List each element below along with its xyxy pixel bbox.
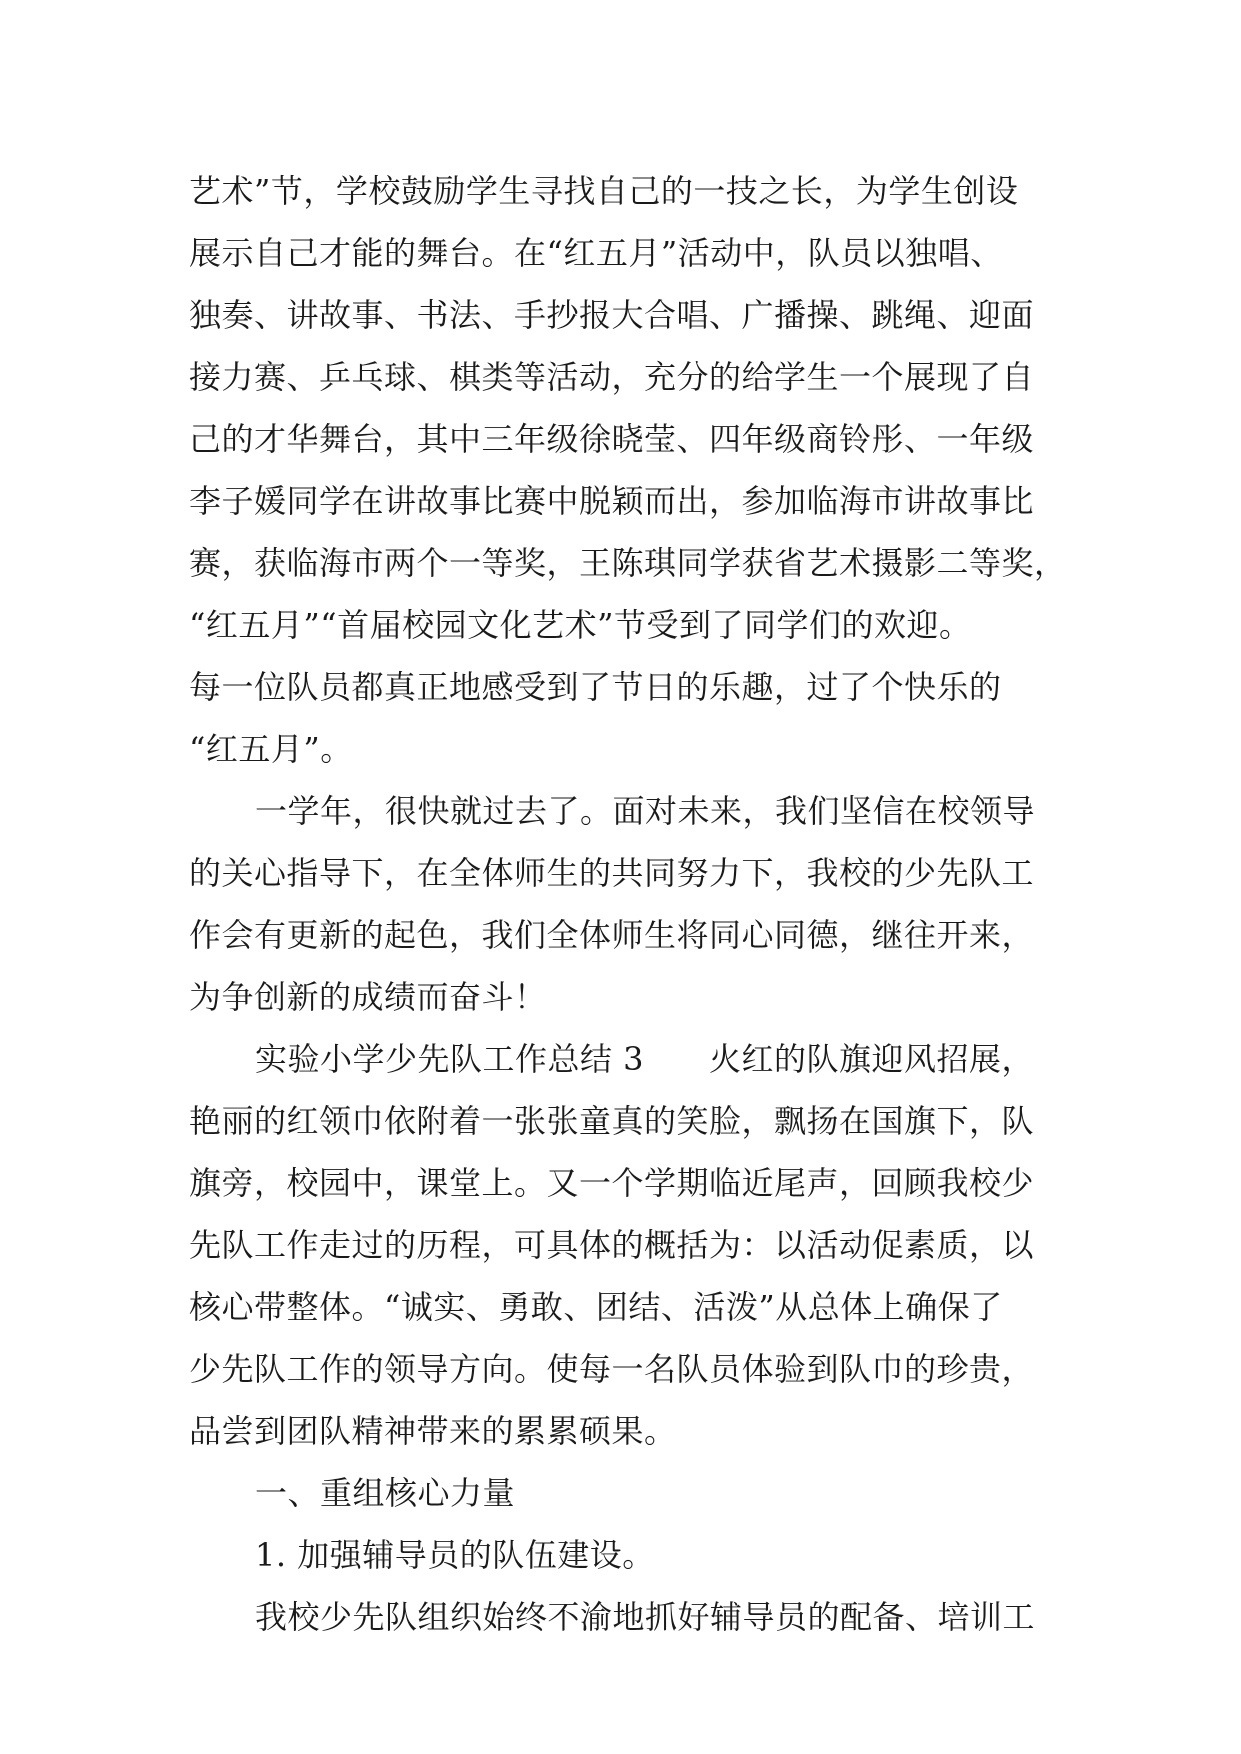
- text-line: 1. 加强辅导员的队伍建设。: [255, 1536, 655, 1574]
- document-body: [189, 160, 1069, 1648]
- text-line: 己的才华舞台，其中三年级徐晓莹、四年级商铃彤、一年级: [189, 420, 1035, 458]
- text-line: 一、重组核心力量: [255, 1474, 516, 1512]
- text-line: 一学年，很快就过去了。面对未来，我们坚信在校领导: [255, 792, 1036, 830]
- text-line: “红五月”“首届校园文化艺术”节受到了同学们的欢迎。: [189, 606, 972, 644]
- text-line: 艳丽的红领巾依附着一张张童真的笑脸，飘扬在国旗下，队: [189, 1102, 1035, 1140]
- text-line: 接力赛、乒乓球、棋类等活动，充分的给学生一个展现了自: [189, 358, 1035, 396]
- text-line: 每一位队员都真正地感受到了节日的乐趣，过了个快乐的: [189, 668, 1002, 706]
- text-line: 赛，获临海市两个一等奖，王陈琪同学获省艺术摄影二等奖，: [189, 544, 1067, 582]
- text-line: “红五月”。: [189, 730, 353, 768]
- text-line: 旗旁，校园中，课堂上。又一个学期临近尾声，回顾我校少: [189, 1164, 1035, 1202]
- text-line: 我校少先队组织始终不渝地抓好辅导员的配备、培训工: [255, 1598, 1036, 1636]
- text-line: 艺术”节，学校鼓励学生寻找自己的一技之长，为学生创设: [189, 172, 1019, 210]
- text-line: 展示自己才能的舞台。在“红五月”活动中，队员以独唱、: [189, 234, 1003, 272]
- text-line: 李子媛同学在讲故事比赛中脱颖而出，参加临海市讲故事比: [189, 482, 1035, 520]
- text-line: 作会有更新的起色，我们全体师生将同心同德，继往开来，: [189, 916, 1035, 954]
- text-line: 品尝到团队精神带来的累累硕果。: [189, 1412, 677, 1450]
- text-line: 先队工作走过的历程，可具体的概括为：以活动促素质，以: [189, 1226, 1035, 1264]
- text-line: 的关心指导下，在全体师生的共同努力下，我校的少先队工: [189, 854, 1035, 892]
- text-line: 为争创新的成绩而奋斗！: [189, 978, 547, 1016]
- text-line: 独奏、讲故事、书法、手抄报大合唱、广播操、跳绳、迎面: [189, 296, 1035, 334]
- text-line: 实验小学少先队工作总结 3 火红的队旗迎风招展，: [255, 1040, 1035, 1078]
- text-line: 核心带整体。“诚实、勇敢、团结、活泼”从总体上确保了: [189, 1288, 1003, 1326]
- text-line: 少先队工作的领导方向。使每一名队员体验到队巾的珍贵，: [189, 1350, 1035, 1388]
